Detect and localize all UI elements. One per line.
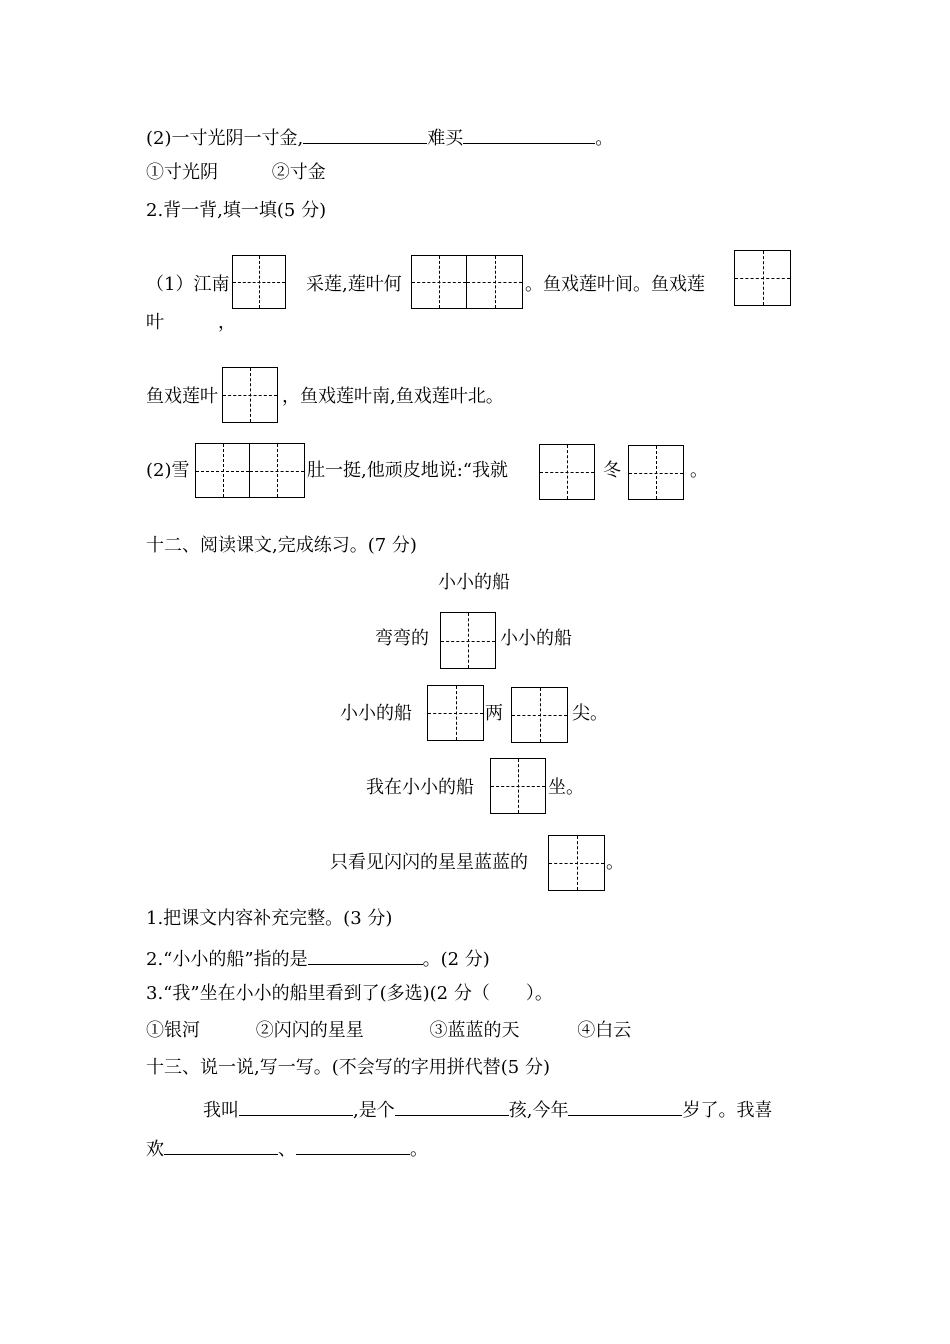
poem2-grid-2[interactable]: [539, 444, 595, 500]
q2-option-a: ①寸光阴: [146, 162, 218, 183]
tian-grid-cell[interactable]: [490, 758, 546, 814]
reading-title: 小小的船: [438, 572, 510, 593]
gender-blank[interactable]: [395, 1097, 509, 1116]
verse4-grid[interactable]: [548, 835, 605, 891]
poem2-text-c: 冬: [603, 460, 621, 481]
poem2-text-a: (2)雪: [146, 460, 190, 481]
q3-option-d: ④白云: [577, 1020, 632, 1041]
section13-line1: [203, 1097, 772, 1122]
verse1-a: 弯弯的: [375, 628, 429, 649]
question-2-text: 2.“小小的船”指的是: [146, 949, 308, 970]
poem2-grid-1[interactable]: [195, 443, 305, 498]
section12-heading: 十二、阅读课文,完成练习。(7 分): [146, 535, 417, 556]
tian-grid-cell[interactable]: [195, 443, 250, 498]
section2-heading: 2.背一背,填一填(5 分): [146, 200, 327, 221]
q2-option-b: ②寸金: [271, 162, 326, 183]
question-1: 1.把课文内容补充完整。(3 分): [146, 908, 393, 929]
age-blank[interactable]: [568, 1097, 682, 1116]
poem2-text-d: 。: [690, 460, 708, 481]
s13-text-e: 欢: [146, 1139, 164, 1160]
question-3: 3.“我”坐在小小的船里看到了(多选)(2 分（ ）。: [146, 983, 553, 1004]
q3-option-b: ②闪闪的星星: [255, 1020, 364, 1041]
tian-grid-cell[interactable]: [411, 255, 467, 309]
verse2-grid-2[interactable]: [511, 687, 568, 743]
verse2-a: 小小的船: [340, 703, 412, 724]
poem1-text-b: 采莲,莲叶何: [306, 274, 402, 295]
q2-text-c: 。: [595, 128, 614, 149]
verse2-c: 尖。: [572, 703, 608, 724]
verse1-b: 小小的船: [500, 628, 572, 649]
like-blank-2[interactable]: [296, 1136, 410, 1155]
q2-blank-1[interactable]: [303, 125, 427, 144]
s13-text-b: ,是个: [353, 1100, 395, 1121]
s13-text-c: 孩,今年: [508, 1100, 569, 1121]
poem1-text-d: [146, 312, 236, 334]
verse4-a: 只看见闪闪的星星蓝蓝的: [330, 852, 528, 873]
poem1b-text-b: ，鱼戏莲叶南,鱼戏莲叶北。: [282, 386, 504, 407]
poem1-grid-1[interactable]: [232, 255, 286, 309]
q2-blank-2[interactable]: [463, 125, 595, 144]
name-blank[interactable]: [239, 1097, 353, 1116]
tian-grid-cell[interactable]: [232, 255, 286, 309]
q3-option-c: ③蓝蓝的天: [429, 1020, 520, 1041]
like-blank-1[interactable]: [164, 1136, 278, 1155]
section13-line2: [146, 1136, 428, 1161]
question-3-options: [146, 1020, 631, 1042]
tian-grid-cell[interactable]: [511, 687, 568, 743]
question-2-score: 。(2 分): [422, 949, 490, 970]
q2-options: [146, 162, 326, 184]
q2-text-b: 难买: [427, 128, 464, 149]
s13-text-d: 岁了。我喜: [682, 1100, 773, 1121]
poem1b-grid[interactable]: [222, 367, 278, 423]
tian-grid-cell[interactable]: [427, 685, 484, 741]
poem1-comma: ，: [218, 312, 236, 333]
tian-grid-cell[interactable]: [628, 445, 684, 500]
verse3-grid[interactable]: [490, 758, 546, 814]
s13-text-f: 、: [278, 1139, 296, 1160]
poem2-grid-3[interactable]: [628, 445, 684, 500]
s13-text-g: 。: [410, 1139, 428, 1160]
tian-grid-cell[interactable]: [222, 367, 278, 423]
verse1-grid[interactable]: [440, 612, 496, 669]
poem1b-text-a: 鱼戏莲叶: [146, 386, 218, 407]
verse3-b: 坐。: [548, 777, 584, 798]
q2-line: [146, 125, 613, 150]
verse3-a: 我在小小的船: [366, 777, 474, 798]
tian-grid-cell[interactable]: [440, 612, 496, 669]
question-2: [146, 946, 490, 971]
tian-grid-cell[interactable]: [734, 250, 791, 306]
poem1-text-a: （1）江南: [146, 274, 230, 295]
verse2-grid-1[interactable]: [427, 685, 484, 741]
poem1-text-c: 。鱼戏莲叶间。鱼戏莲: [525, 274, 705, 295]
verse4-b: 。: [606, 852, 624, 873]
tian-grid-cell[interactable]: [539, 444, 595, 500]
q3-option-a: ①银河: [146, 1020, 200, 1041]
tian-grid-cell[interactable]: [548, 835, 605, 891]
tian-grid-cell[interactable]: [250, 443, 305, 498]
poem2-text-b: 肚一挺,他顽皮地说:“我就: [307, 460, 508, 481]
poem1-ye: 叶: [146, 312, 164, 333]
tian-grid-cell[interactable]: [467, 255, 523, 309]
poem1-grid-2[interactable]: [411, 255, 523, 309]
poem1-grid-3[interactable]: [734, 250, 791, 306]
q2-text-a: (2)一寸光阴一寸金,: [146, 128, 304, 149]
verse2-b: 两: [485, 703, 503, 724]
s13-text-a: 我叫: [203, 1100, 239, 1121]
section13-heading: 十三、说一说,写一写。(不会写的字用拼代替(5 分): [146, 1057, 550, 1078]
question-2-blank[interactable]: [308, 946, 423, 965]
